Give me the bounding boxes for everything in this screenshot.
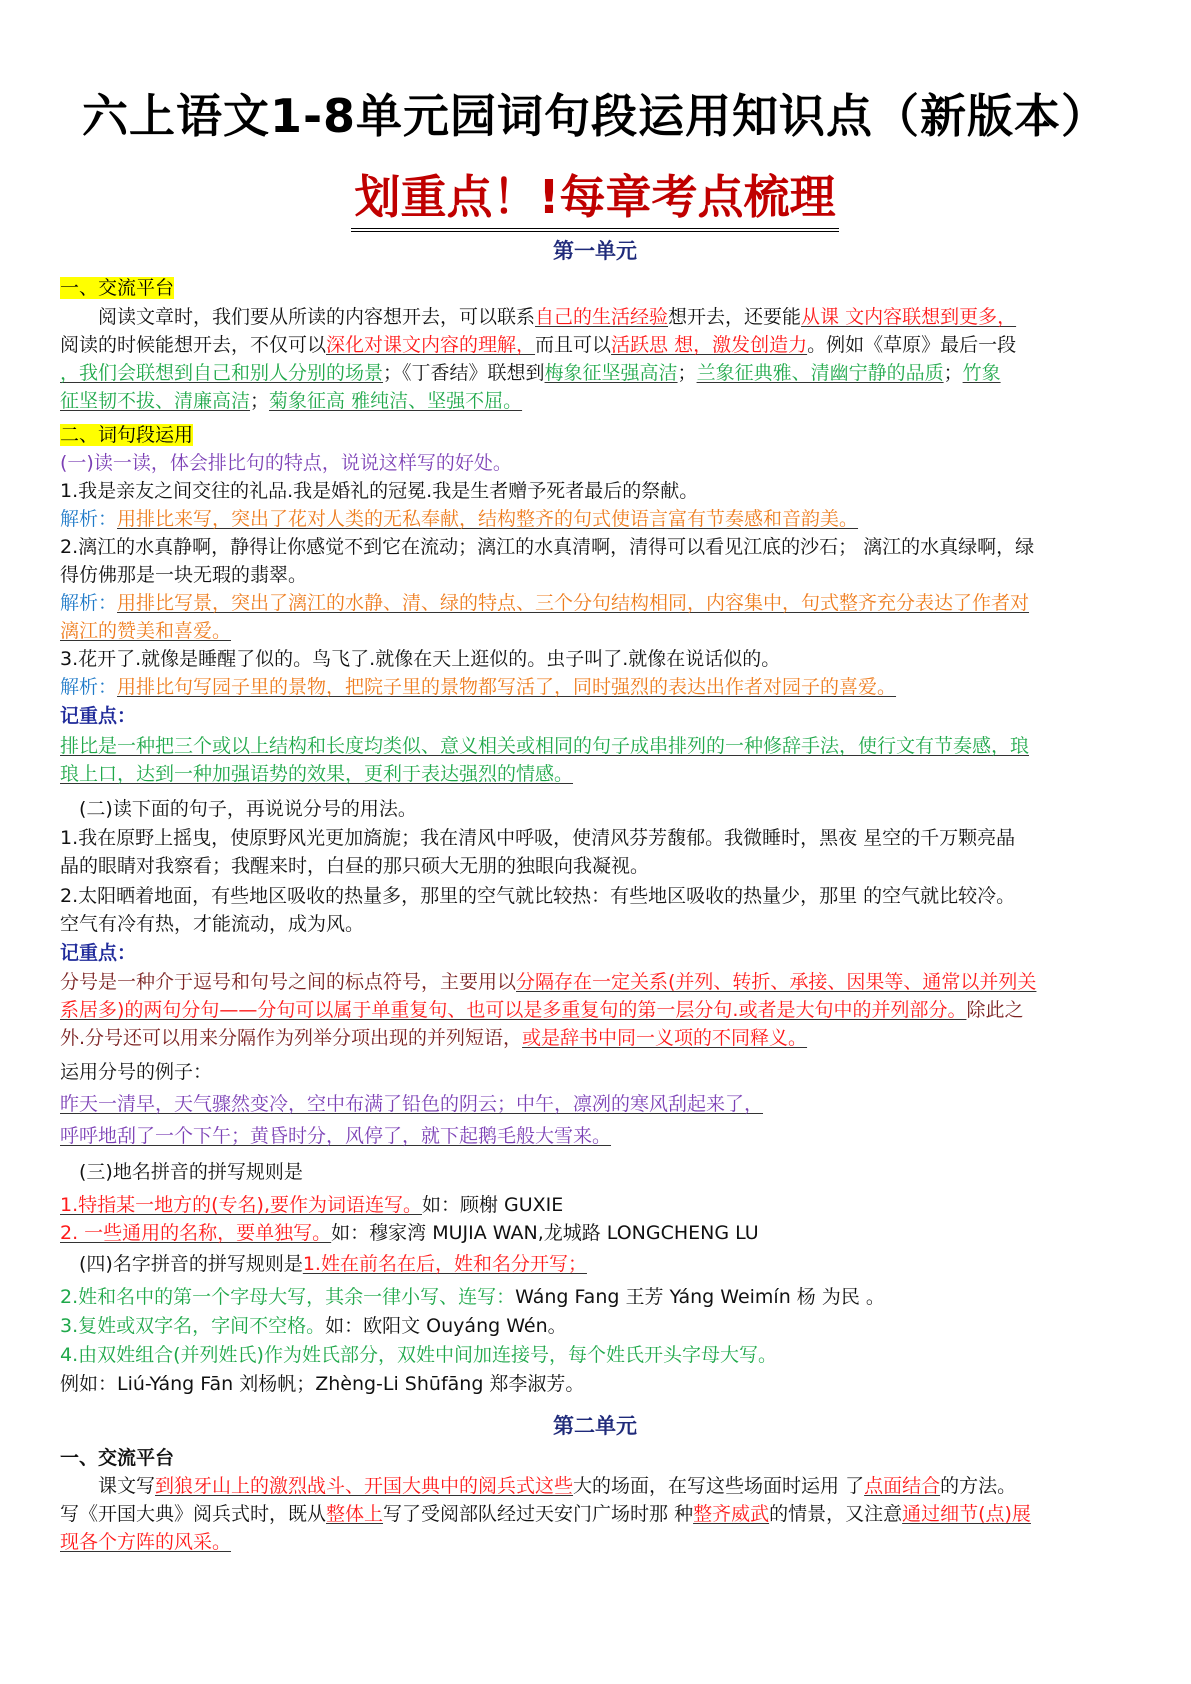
highlight-text: 兰象征典雅、清幽宁静的品质: [696, 362, 944, 384]
page-title: 六上语文1-8单元园词句段运用知识点（新版本）: [81, 89, 1109, 143]
rule-text: 2.姓和名中的第一个字母大写，其余一律小写、连写：: [60, 1286, 516, 1308]
highlight-text: ，我们会联想到自己和别人分别的场景: [60, 362, 384, 384]
sentence: 2.太阳晒着地面，有些地区吸收的热量多，那里的空气就比较热：有些地区吸收的热量少，那里 的空气就比较冷。: [60, 885, 1016, 907]
key-point-label: 记重点：: [60, 705, 137, 727]
example-text: 呼呼地刮了一个下午；黄昏时分，风停了，就下起鹅毛般大雪来。: [60, 1125, 612, 1147]
text: 课文写: [60, 1475, 156, 1497]
highlight-text: 到狼牙山上的激烈战斗、开国大典中的阅兵式这些: [155, 1475, 574, 1497]
example-text: 如：欧阳文 Ouyáng Wén。: [325, 1315, 567, 1337]
highlight-text: 自己的生活经验: [535, 306, 669, 328]
text: 除此之: [966, 999, 1024, 1021]
analysis-text: 漓江的赞美和喜爱。: [60, 620, 232, 642]
example-line: [60, 1090, 1130, 1118]
paragraph-line: [60, 359, 1130, 387]
key-point-line: [60, 760, 1130, 788]
text: 。例如《草原》最后一段: [807, 334, 1017, 356]
text: 的方法。: [940, 1475, 1017, 1497]
highlight-text: 深化对课文内容的理解，: [326, 334, 536, 356]
key-point-line: [60, 968, 1130, 996]
unit1-section2-label-row: [60, 421, 1130, 449]
sentence: 3.花开了.就像是睡醒了似的。鸟飞了.就像在天上逛似的。虫子叫了.就像在说话似的。: [60, 648, 781, 670]
highlight-text: 现各个方阵的风采。: [60, 1531, 232, 1553]
sentence: 得仿佛那是一块无瑕的翡翠。: [60, 564, 308, 586]
paragraph-line: [60, 1472, 1130, 1500]
paragraph-line: [60, 387, 1130, 415]
text: ；: [943, 362, 963, 384]
highlight-text: 活跃思 想，激发创造力: [611, 334, 808, 356]
analysis-line: [60, 589, 1130, 617]
highlight-text: 或是辞书中同一义项的不同释义。: [522, 1027, 808, 1049]
section-label: 一、交流平台: [60, 277, 175, 299]
example-line: [60, 1122, 1130, 1150]
example-text: Wáng Fang 王芳 Yáng Weimín 杨 为民 。: [515, 1286, 885, 1308]
highlight-text: 分隔存在一定关系(并列、转折、承接、因果等、通常以并列关: [516, 971, 1037, 993]
sentence: 1.我在原野上摇曳，使原野风光更加旖旎；我在清风中呼吸，使清风芬芳馥郁。我微睡时，黑夜 星空的千万颗亮晶: [60, 827, 1016, 849]
text: 写《开国大典》阅兵式时，既从: [60, 1503, 327, 1525]
part4-prompt: (四)名字拼音的拼写规则是: [60, 1253, 303, 1275]
rule-text: 1.特指某一地方的(专名),要作为词语连写。: [60, 1194, 422, 1216]
example-text: 如：穆家湾 MUJIA WAN,龙城路 LONGCHENG LU: [331, 1222, 759, 1244]
text: 阅读的时候能想开去，不仅可以: [60, 334, 327, 356]
paragraph-line: [60, 1500, 1130, 1528]
analysis-line: [60, 673, 1130, 701]
highlight-text: 整体上: [326, 1503, 384, 1525]
key-point-text: 排比是一种把三个或以上结构和长度均类似、意义相关或相同的句子成串排列的一种修辞手法，使行文有节奏感，琅: [60, 735, 1030, 757]
highlight-text: 竹象: [962, 362, 1001, 384]
subtitle-wrap: [60, 168, 1130, 232]
analysis-line: [60, 617, 1130, 645]
text: ；: [677, 362, 697, 384]
highlight-text: 菊象征高 雅纯洁、坚强不屈。: [269, 390, 523, 412]
sentence: 晶的眼睛对我察看；我醒来时，白昼的那只硕大无朋的独眼向我凝视。: [60, 855, 650, 877]
rule-example: 例如：Liú-Yáng Fān 刘杨帆；Zhèng-Li Shūfāng 郑李淑芳。: [60, 1373, 585, 1395]
highlight-text: 整齐威武: [693, 1503, 770, 1525]
rule-line: [60, 1312, 1130, 1340]
paragraph-line: [60, 303, 1130, 331]
rule-text: 1.姓在前名在后，姓和名分开写；: [302, 1253, 587, 1275]
rule-line: [60, 1219, 1130, 1247]
unit2-heading: 第二单元: [553, 1414, 637, 1438]
rule-line: [60, 1250, 1130, 1278]
text: ；《丁香结》联想到: [383, 362, 545, 384]
text: 而且可以: [535, 334, 612, 356]
paragraph-line: [60, 1528, 1130, 1556]
text: 大的场面，在写这些场面时运用 了: [573, 1475, 865, 1497]
section-label: 二、词句段运用: [60, 424, 194, 446]
text: 分号是一种介于逗号和句号之间的标点符号，主要用以: [60, 971, 517, 993]
rule-text: 3.复姓或双字名，字间不空格。: [60, 1315, 326, 1337]
rule-line: [60, 1191, 1130, 1219]
example-text: 如：顾榭 GUXIE: [422, 1194, 564, 1216]
key-point-line: [60, 1024, 1130, 1052]
highlight-text: 征坚韧不拔、清廉高洁: [60, 390, 251, 412]
analysis-text: 用排比句写园子里的景物，把院子里的景物都写活了，同时强烈的表达出作者对园子的喜爱。: [117, 676, 897, 698]
analysis-text: 用排比写景，突出了漓江的水静、清、绿的特点、三个分句结构相同，内容集中，句式整齐充分表达了作者对: [117, 592, 1030, 614]
sentence: 空气有冷有热，才能流动，成为风。: [60, 913, 365, 935]
analysis-label: 解析：: [60, 592, 118, 614]
analysis-label: 解析：: [60, 508, 118, 530]
part2-prompt: (二)读下面的句子，再说说分号的用法。: [60, 798, 417, 820]
key-point-line: [60, 732, 1130, 760]
sentence: 2.漓江的水真静啊，静得让你感觉不到它在流动；漓江的水真清啊，清得可以看见江底的沙石； 漓江的水真绿啊，绿: [60, 536, 1035, 558]
part3-prompt: (三)地名拼音的拼写规则是: [60, 1161, 303, 1183]
example-label: 运用分号的例子：: [60, 1061, 213, 1083]
analysis-text: 用排比来写，突出了花对人类的无私奉献，结构整齐的句式使语言富有节奏感和音韵美。: [117, 508, 859, 530]
unit2-section1-label: 一、交流平台: [60, 1447, 175, 1469]
text: ；: [250, 390, 270, 412]
sentence: 1.我是亲友之间交往的礼品.我是婚礼的冠冕.我是生者赠予死者最后的祭献。: [60, 480, 699, 502]
key-point-line: [60, 996, 1130, 1024]
rule-text: 2. 一些通用的名称，要单独写。: [60, 1222, 332, 1244]
highlight-text: 从课 文内容联想到更多，: [801, 306, 1017, 328]
text: 写了受阅部队经过天安门广场时那 种: [383, 1503, 694, 1525]
page-subtitle: 划重点！!每章考点梳理: [351, 168, 840, 232]
rule-line: 4.由双姓组合(并列姓氏)作为姓氏部分，双姓中间加连接号，每个姓氏开头字母大写。: [60, 1344, 777, 1366]
text: 外.分号还可以用来分隔作为列举分项出现的并列短语，: [60, 1027, 523, 1049]
analysis-label: 解析：: [60, 676, 118, 698]
highlight-text: 梅象征坚强高洁: [544, 362, 678, 384]
highlight-text: 点面结合: [864, 1475, 941, 1497]
text: 阅读文章时，我们要从所读的内容想开去，可以联系: [60, 306, 536, 328]
highlight-text: 通过细节(点)展: [902, 1503, 1031, 1525]
part1-prompt: (一)读一读，体会排比句的特点，说说这样写的好处。: [60, 452, 512, 474]
text: 想开去，还要能: [668, 306, 802, 328]
highlight-text: 系居多)的两句分句——分句可以属于单重复句、也可以是多重复句的第一层分句.或者是大句中的并列部分。: [60, 999, 967, 1021]
paragraph-line: [60, 331, 1130, 359]
example-text: 昨天一清早，天气骤然变冷，空中布满了铅色的阴云；中午，凛冽的寒风刮起来了，: [60, 1093, 764, 1115]
unit1-section1-label-row: [60, 274, 1130, 302]
key-point-label: 记重点：: [60, 942, 137, 964]
key-point-text: 琅上口，达到一种加强语势的效果，更利于表达强烈的情感。: [60, 763, 574, 785]
analysis-line: [60, 505, 1130, 533]
rule-line: [60, 1283, 1130, 1311]
unit1-heading: 第一单元: [553, 239, 637, 263]
text: 的情景，又注意: [769, 1503, 903, 1525]
